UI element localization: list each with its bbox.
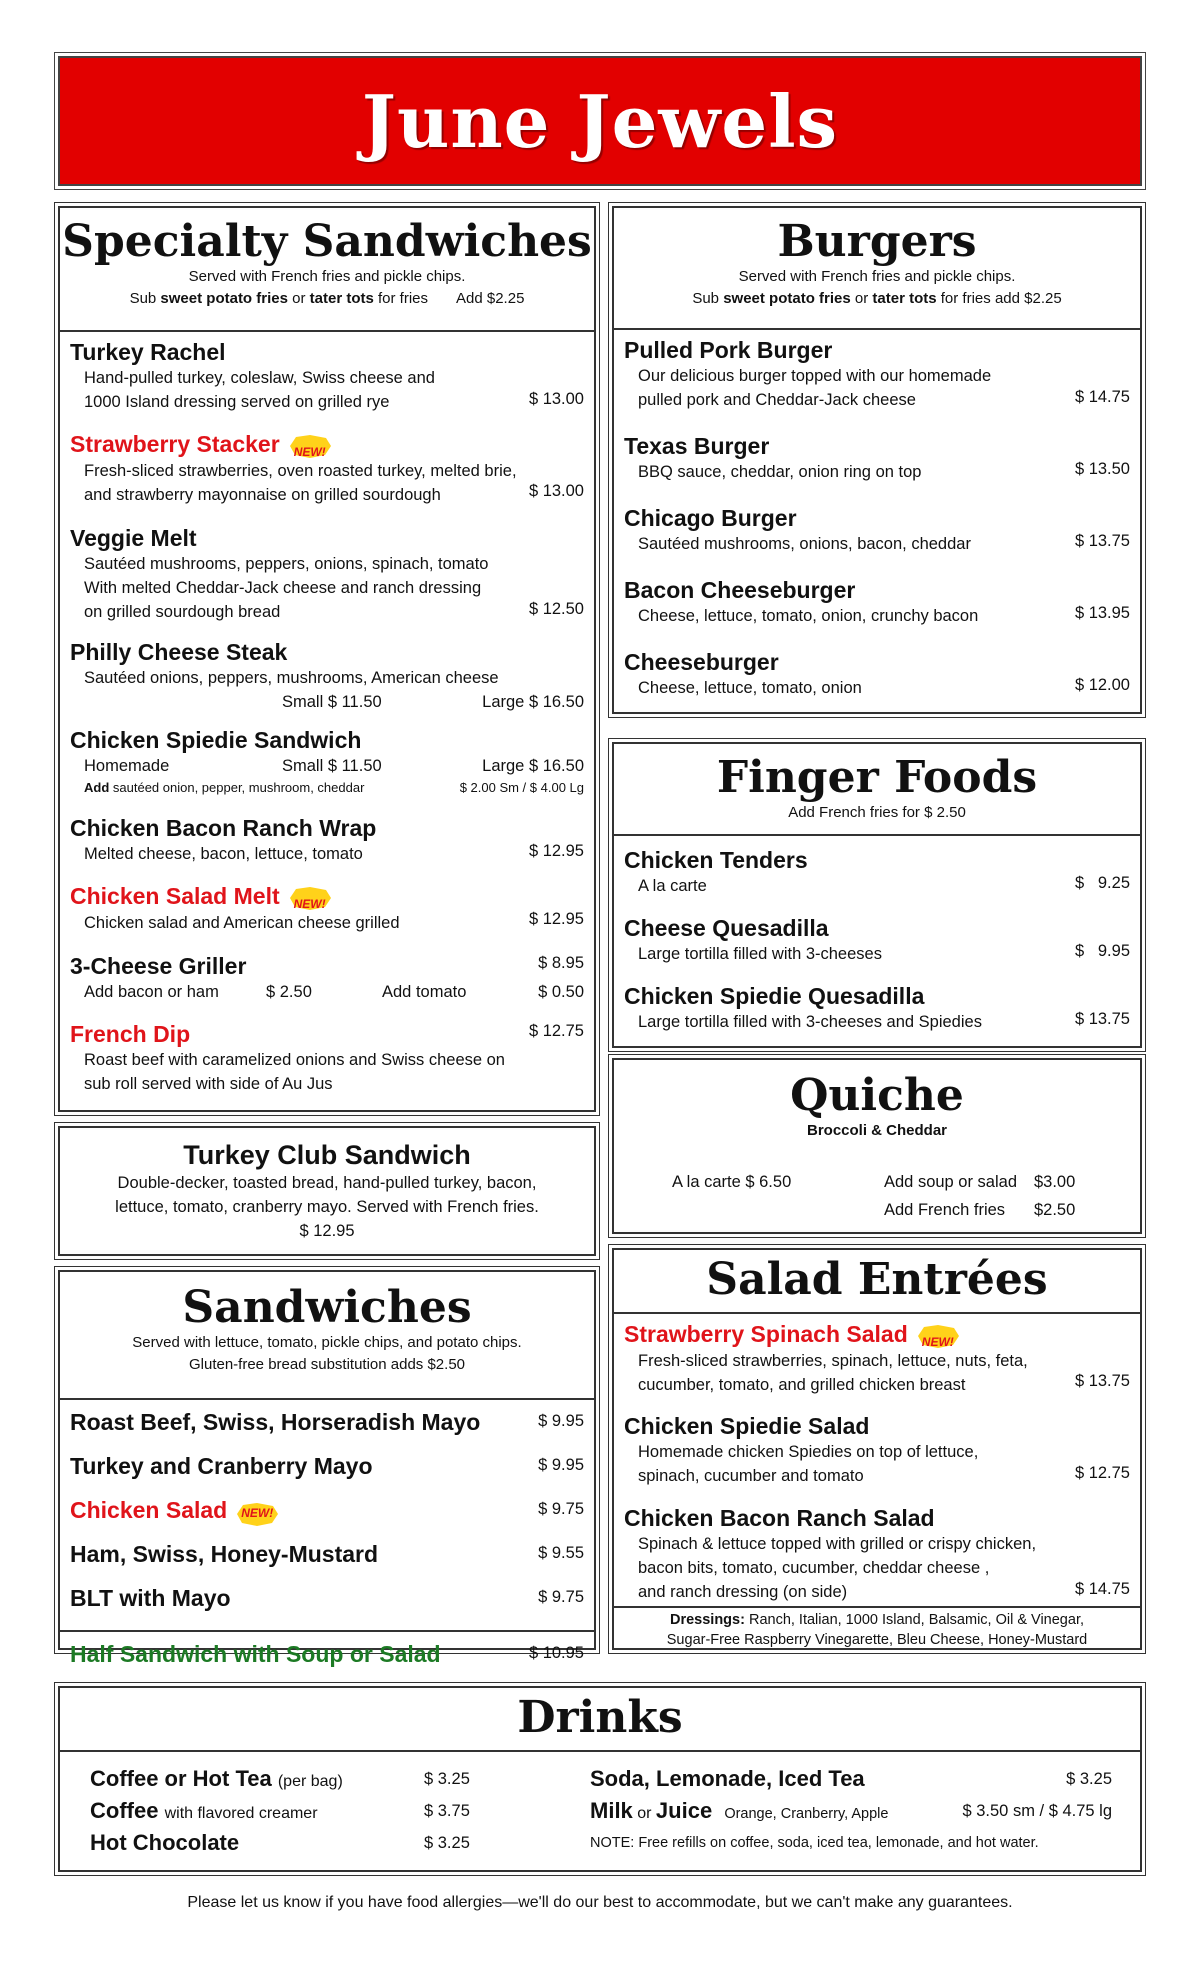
- specialty-sub1: Served with French fries and pickle chips.: [188, 268, 466, 286]
- burgers-section: [612, 206, 1142, 714]
- title-banner: [58, 56, 1142, 186]
- price: $ 13.00: [528, 390, 584, 408]
- price: $ 8.95: [538, 954, 584, 972]
- price: $ 12.95: [528, 842, 584, 860]
- refill-note: NOTE: Free refills on coffee, soda, iced tea, lemonade, and hot water.: [590, 1835, 1039, 1851]
- finger-foods-section: Finger Foods Add French fries for $ 2.50 Chicken Tenders A la carte $ 9.25 Cheese Quesadilla Large tortilla filled with 3-cheeses $ 9.95 Chicken Spiedie Quesadilla Large tortilla filled with 3-cheeses and Spiedies $ 13.75: [612, 742, 1142, 1048]
- menu-item-french-dip: French Dip $ 12.75 Roast beef with caramelized onions and Swiss cheese on sub roll served with side of Au Jus: [70, 1021, 584, 1093]
- list-item: Ham, Swiss, Honey-Mustard $ 9.55: [70, 1541, 584, 1567]
- menu-item-cheeseburger: Cheeseburger Cheese, lettuce, tomato, onion $ 12.00: [624, 649, 1130, 697]
- menu-item-cheese-quesadilla: Cheese Quesadilla Large tortilla filled with 3-cheeses $ 9.95: [624, 915, 1130, 963]
- dressings-note: Dressings: Ranch, Italian, 1000 Island, Balsamic, Oil & Vinegar, Sugar-Free Raspberry Vinegarette, Bleu Cheese, Honey-Mustard: [666, 1612, 1088, 1648]
- turkey-club-name: Turkey Club Sandwich: [183, 1140, 471, 1170]
- menu-item-chicken-bacon-ranch-wrap: Chicken Bacon Ranch Wrap Melted cheese, bacon, lettuce, tomato $ 12.95: [70, 815, 584, 863]
- burgers-header: Burgers Served with French fries and pickle chips. Sub sweet potato fries or tater tots for fries add $2.25: [614, 208, 1140, 330]
- specialty-sub2: Sub sweet potato fries or tater tots for fries Add $2.25: [129, 290, 525, 308]
- drink-hot-chocolate: Hot Chocolate $ 3.25 NOTE: Free refills on coffee, soda, iced tea, lemonade, and hot water.: [60, 1828, 1140, 1858]
- price: $ 12.75: [528, 1022, 584, 1040]
- list-item: Turkey and Cranberry Mayo $ 9.95: [70, 1453, 584, 1479]
- drinks-section: Drinks Coffee or Hot Tea (per bag) $ 3.25 Soda, Lemonade, Iced Tea $ 3.25 Coffee with flavored creamer $ 3.75 Milk or Juice Orange, Cranberry, Apple $ 3.50 sm / $ 4.75 lg Hot Chocolate $ 3.25 NOTE: Free refills on coffee, soda, iced tea, lemonade, and hot water.: [58, 1686, 1142, 1872]
- menu-item-philly-cheese-steak: Philly Cheese Steak Sautéed onions, peppers, mushrooms, American cheese Small $ 11.50 Large $ 16.50: [70, 639, 584, 711]
- new-badge-icon: NEW!: [288, 433, 332, 459]
- menu-item-chicago-burger: Chicago Burger Sautéed mushrooms, onions, bacon, cheddar $ 13.75: [624, 505, 1130, 553]
- new-badge-icon: NEW!: [916, 1323, 960, 1349]
- drink-coffee: Coffee with flavored creamer $ 3.75 Milk or Juice Orange, Cranberry, Apple $ 3.50 sm / $ 4.75 lg: [90, 1798, 1112, 1823]
- new-badge-icon: NEW!: [288, 885, 332, 911]
- menu-item-chicken-bacon-ranch-salad: Chicken Bacon Ranch Salad Spinach & lettuce topped with grilled or crispy chicken, bacon bits, tomato, cucumber, cheddar cheese , and ranch dressing (on side) $ 14.75: [624, 1505, 1130, 1601]
- price: $ 12.95: [299, 1222, 355, 1240]
- menu-item-turkey-rachel: Turkey Rachel Hand-pulled turkey, coleslaw, Swiss cheese and 1000 Island dressing served on grilled rye $ 13.00: [70, 339, 584, 411]
- turkey-club-section: Turkey Club Sandwich Double-decker, toasted bread, hand-pulled turkey, bacon, lettuce, tomato, cranberry mayo. Served with French fries. $ 12.95: [58, 1126, 596, 1256]
- menu-item-chicken-salad-melt: Chicken Salad Melt NEW! Chicken salad and American cheese grilled $ 12.95: [70, 883, 584, 932]
- page-title: June Jewels: [361, 78, 839, 164]
- specialty-heading: Specialty Sandwiches: [62, 216, 592, 267]
- drink-coffee-tea: Coffee or Hot Tea (per bag) $ 3.25 Soda, Lemonade, Iced Tea $ 3.25: [90, 1766, 1112, 1791]
- salad-entrees-section: Salad Entrées Strawberry Spinach Salad NEW! Fresh-sliced strawberries, spinach, lettuce, nuts, feta, cucumber, tomato, and grilled chicken breast $ 13.75 Chicken Spiedie Salad Homemade chicken Spiedies on top of lettuce, spinach, cucumber and tomato $ 12.75 Chicken Bacon Ranch Salad Spinach & lettuce topped with grilled or crispy chicken, bacon bits, tomato, cucumber, cheddar cheese , and ranch dressing (on side) $ 14.75 Dressings: Ranch, Italian, 1000 Island, Balsamic, Oil & Vinegar, Sugar-Free Raspberry Vinegarette, Bleu Cheese, Honey-Mustard: [612, 1248, 1142, 1650]
- list-item: Chicken Salad NEW! $ 9.75: [70, 1496, 584, 1527]
- menu-item-chicken-tenders: Chicken Tenders A la carte $ 9.25: [624, 847, 1130, 895]
- menu-item-pulled-pork-burger: Pulled Pork Burger Our delicious burger topped with our homemade pulled pork and Cheddar-Jack cheese $ 14.75: [624, 337, 1130, 409]
- price: $ 13.00: [528, 482, 584, 500]
- price: $ 12.95: [528, 910, 584, 928]
- allergy-footer: Please let us know if you have food allergies—we'll do our best to accommodate, but we can't make any guarantees.: [187, 1894, 1013, 1911]
- sandwiches-section: [58, 1270, 596, 1667]
- sandwiches-header: Sandwiches Served with lettuce, tomato, pickle chips, and potato chips. Gluten-free bread substitution adds $2.50: [60, 1272, 594, 1400]
- menu-item-chicken-spiedie-sandwich: Chicken Spiedie Sandwich Homemade Small $ 11.50 Large $ 16.50 Add sautéed onion, pepper, mushroom, cheddar $ 2.00 Sm / $ 4.00 Lg: [70, 727, 584, 795]
- half-sandwich-item: Half Sandwich with Soup or Salad $ 10.95: [70, 1641, 584, 1667]
- new-badge-icon: NEW!: [235, 1501, 279, 1527]
- menu-item-texas-burger: Texas Burger BBQ sauce, cheddar, onion ring on top $ 13.50: [624, 433, 1130, 481]
- menu-item-veggie-melt: Veggie Melt Sautéed mushrooms, peppers, onions, spinach, tomato With melted Cheddar-Jack cheese and ranch dressing on grilled sourdough bread $ 12.50: [70, 525, 584, 621]
- menu-item-strawberry-stacker: Strawberry Stacker NEW! Fresh-sliced strawberries, oven roasted turkey, melted brie, and strawberry mayonnaise on grilled sourdough $ 13.00: [70, 431, 584, 504]
- list-item: Roast Beef, Swiss, Horseradish Mayo $ 9.95: [70, 1409, 584, 1435]
- menu-item-3-cheese-griller: 3-Cheese Griller $ 8.95 Add bacon or ham $ 2.50 Add tomato $ 0.50: [70, 953, 584, 1001]
- price: $ 12.50: [528, 600, 584, 618]
- menu-item-chicken-spiedie-salad: Chicken Spiedie Salad Homemade chicken Spiedies on top of lettuce, spinach, cucumber and tomato $ 12.75: [624, 1413, 1130, 1485]
- menu-item-chicken-spiedie-quesadilla: Chicken Spiedie Quesadilla Large tortilla filled with 3-cheeses and Spiedies $ 13.75: [624, 983, 1130, 1031]
- list-item: BLT with Mayo $ 9.75: [70, 1585, 584, 1611]
- specialty-header: [60, 208, 594, 332]
- specialty-sandwiches-section: [58, 206, 596, 1112]
- menu-item-strawberry-spinach-salad: Strawberry Spinach Salad NEW! Fresh-sliced strawberries, spinach, lettuce, nuts, feta, cucumber, tomato, and grilled chicken breast $ 13.75: [624, 1321, 1130, 1394]
- quiche-section: Quiche Broccoli & Cheddar A la carte $ 6.50 Add soup or salad $3.00 Add French fries $2.50: [612, 1058, 1142, 1234]
- menu-item-bacon-cheeseburger: Bacon Cheeseburger Cheese, lettuce, tomato, onion, crunchy bacon $ 13.95: [624, 577, 1130, 625]
